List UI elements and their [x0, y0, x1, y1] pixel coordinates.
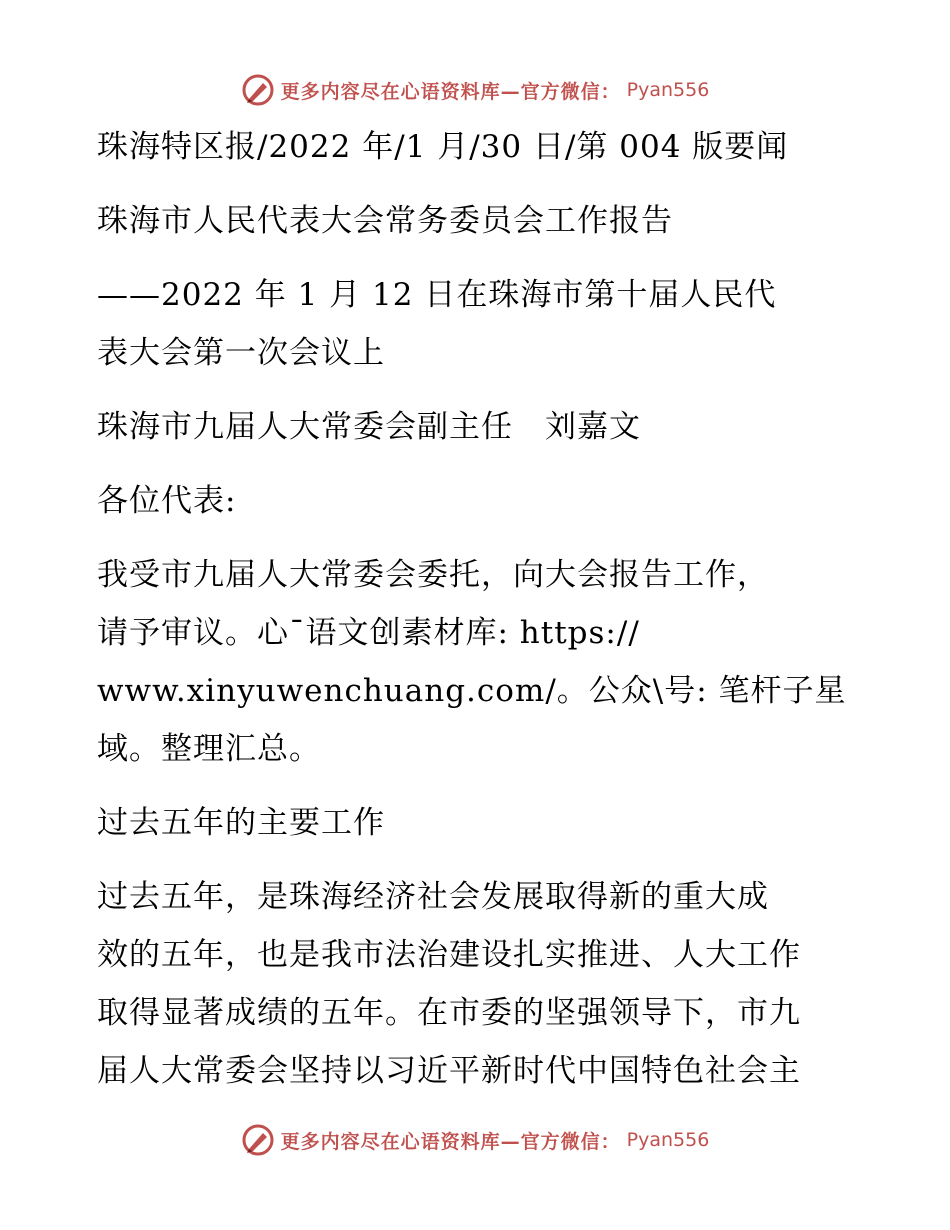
text-line-7: 我受市九届人大常委会委托，向大会报告工作，: [97, 557, 769, 593]
text-line-12: 过去五年，是珠海经济社会发展取得新的重大成: [97, 879, 769, 915]
banner-wechat-id: Pyan556: [626, 79, 710, 101]
text-line-9: www.xinyuwenchuang.com/。公众\号: 笔杆子星: [97, 673, 847, 709]
text-line-8: 请予审议。心¯语文创素材库: https://: [97, 615, 640, 651]
text-line-4: 表大会第一次会议上: [97, 335, 385, 371]
banner-text: 更多内容尽在心语资料库—官方微信：: [280, 80, 621, 103]
text-line-14: 取得显著成绩的五年。在市委的坚强领导下，市九: [97, 995, 801, 1031]
text-line-15: 届人大常委会坚持以习近平新时代中国特色社会主: [97, 1053, 801, 1089]
text-line-6: 各位代表:: [97, 483, 237, 519]
pen-logo-icon: [241, 1123, 275, 1157]
text-line-3: ——2022 年 1 月 12 日在珠海市第十届人民代: [97, 277, 777, 313]
pen-logo-icon: [241, 73, 275, 107]
text-line-1: 珠海特区报/2022 年/1 月/30 日/第 004 版要闻: [97, 129, 789, 165]
banner-text: 更多内容尽在心语资料库—官方微信：: [280, 1130, 621, 1153]
footer-watermark-banner: [0, 1120, 950, 1160]
text-line-11: 过去五年的主要工作: [97, 805, 385, 841]
text-line-2: 珠海市人民代表大会常务委员会工作报告: [97, 203, 673, 239]
header-watermark-banner: [0, 70, 950, 110]
text-line-13: 效的五年，也是我市法治建设扎实推进、人大工作: [97, 937, 801, 973]
text-line-5: 珠海市九届人大常委会副主任 刘嘉文: [97, 409, 641, 445]
text-line-10: 域。整理汇总。: [97, 731, 321, 767]
banner-wechat-id: Pyan556: [626, 1129, 710, 1151]
